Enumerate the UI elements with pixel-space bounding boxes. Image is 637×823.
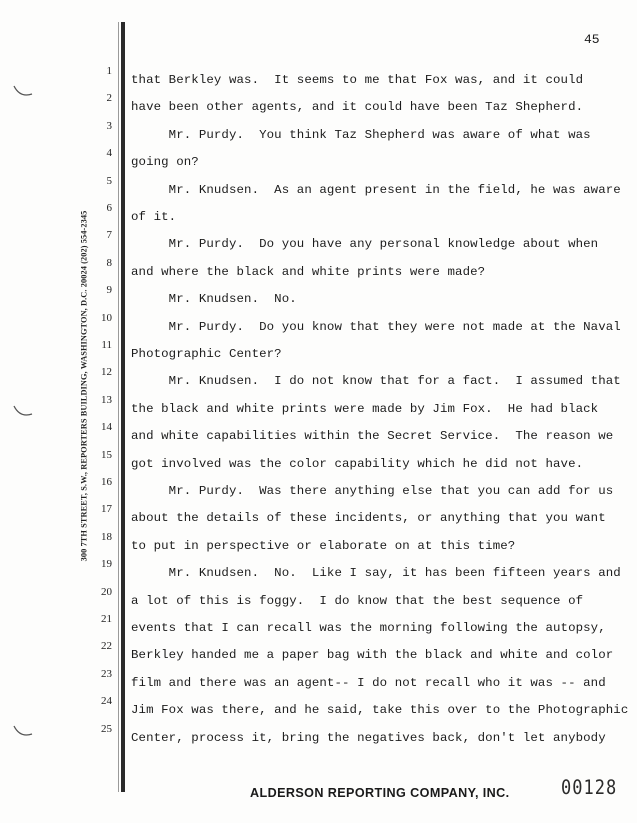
- transcript-line: Mr. Purdy. Do you know that they were not made at the Naval: [131, 319, 621, 334]
- transcript-line: Mr. Purdy. Was there anything else that you can add for us: [131, 484, 614, 498]
- line-number: 1: [106, 65, 112, 77]
- transcript-line: Mr. Knudsen. No. Like I say, it has been fifteen years and: [131, 566, 621, 581]
- line-number: 7: [106, 229, 112, 242]
- line-number: 19: [101, 558, 112, 571]
- line-number: 21: [101, 613, 112, 625]
- transcript-line: and where the black and white prints were made?: [131, 264, 486, 279]
- transcript-line: Berkley handed me a paper bag with the black and white and color: [131, 648, 614, 663]
- line-number: 5: [106, 174, 112, 187]
- transcript-line: that Berkley was. It seems to me that Fox was, and it could: [131, 73, 584, 87]
- transcript-line: and white capabilities within the Secret Service. The reason we: [131, 429, 614, 444]
- transcript-line: have been other agents, and it could have been Taz Shepherd.: [131, 100, 584, 115]
- transcript-line: Mr. Purdy. You think Taz Shepherd was aware of what was: [131, 127, 591, 142]
- transcript-line: going on?: [131, 155, 199, 170]
- transcript-line: Mr. Purdy. Do you have any personal knowledge about when: [131, 237, 599, 252]
- transcript-line: got involved was the color capability which he did not have.: [131, 456, 584, 471]
- line-number: 6: [106, 202, 112, 214]
- transcript-line: about the details of these incidents, or anything that you want: [131, 511, 606, 526]
- transcript-line: to put in perspective or elaborate on at this time?: [131, 538, 516, 553]
- page-number: 45: [584, 32, 600, 47]
- transcript-line: a lot of this is foggy. I do know that the best sequence of: [131, 593, 584, 608]
- line-number: 18: [101, 530, 112, 543]
- line-number: 8: [106, 256, 112, 269]
- transcript-line: events that I can recall was the morning following the autopsy,: [131, 621, 606, 635]
- transcript-line: Mr. Knudsen. I do not know that for a fact. I assumed that: [131, 374, 621, 389]
- line-number: 17: [101, 503, 112, 516]
- line-number: 12: [101, 366, 112, 379]
- transcript-line: Jim Fox was there, and he said, take this over to the Photographic: [131, 703, 629, 718]
- reporter-address-sidebar: 300 7TH STREET, S.W., REPORTERS BUILDING, WASHINGTON, D.C. 20024 (202) 554-2345: [79, 210, 89, 562]
- line-number: 24: [101, 695, 112, 708]
- transcript-line: Center, process it, bring the negatives back, don't let anybody: [131, 730, 606, 745]
- binder-hole-mark-icon: [12, 724, 34, 740]
- line-number: 10: [101, 311, 112, 324]
- line-number: 15: [101, 448, 112, 461]
- transcript-line: of it.: [131, 210, 177, 224]
- line-number: 4: [106, 147, 112, 160]
- line-number: 20: [101, 585, 112, 598]
- transcript-line: film and there was an agent-- I do not recall who it was -- and: [131, 675, 606, 690]
- line-number: 25: [101, 722, 112, 735]
- line-number: 13: [101, 393, 112, 406]
- line-number: 3: [106, 119, 112, 132]
- line-number: 16: [101, 476, 112, 488]
- line-number: 22: [101, 640, 112, 653]
- line-number: 11: [101, 339, 112, 351]
- transcript-line: Photographic Center?: [131, 347, 282, 361]
- binder-hole-mark-icon: [12, 84, 34, 100]
- transcript-line: Mr. Knudsen. As an agent present in the field, he was aware: [131, 182, 621, 197]
- line-number: 23: [101, 667, 112, 680]
- line-number: 14: [101, 421, 112, 434]
- line-number: 2: [106, 92, 112, 105]
- document-stamp-number: 00128: [561, 776, 618, 800]
- transcript-line: the black and white prints were made by Jim Fox. He had black: [131, 401, 599, 416]
- margin-rule: [121, 22, 125, 792]
- transcript-line: Mr. Knudsen. No.: [131, 292, 297, 307]
- binder-hole-mark-icon: [12, 404, 34, 420]
- margin-rule-thin: [118, 22, 119, 792]
- footer-company-name: ALDERSON REPORTING COMPANY, INC.: [250, 786, 510, 800]
- line-number: 9: [106, 284, 112, 297]
